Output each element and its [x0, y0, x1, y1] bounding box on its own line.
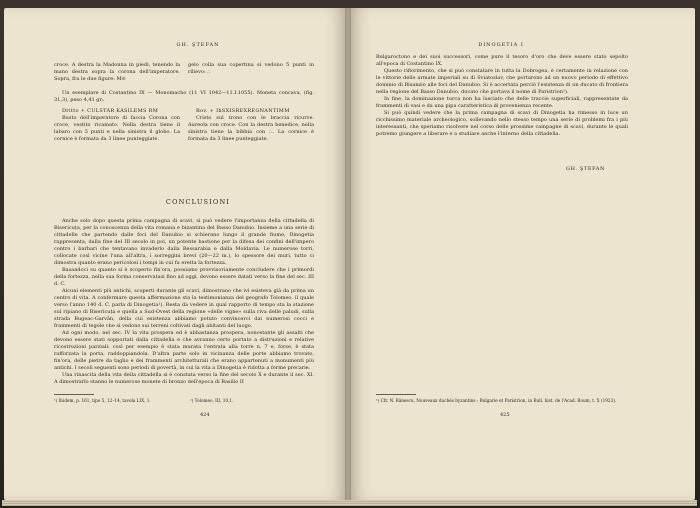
- left-page: [4, 8, 348, 500]
- footnote-1: ¹) Cfr. N. Bănescu, Nouveaux duchés byzantins : Bulgarie et Paristrion, in Bull. hist. de l'Acad. Roum, t. X (1923).: [376, 398, 617, 403]
- page-edges-left: [2, 500, 348, 506]
- coin-line: Un esemplare di Costantino IX — Monomacho (11 VI 1042—11.I.1055). Moneta concava, (fig. 31,3), peso 4,41 grᵢ.: [54, 90, 314, 103]
- body-paragraph: Anche solo dopo questa prima campagna di scavi, si può vedere l'importanza della cittadella di Bisericuța, per la conoscenza della vita romana e bizantina del Basso Danubio. Insieme a una serie di cittadelle che partendo dalle foci del Danubio si schierano lungo il grande fiume, Dinogetia rappresenta, dalla fine del III secolo in poi, un potente bastione per la difesa dei confini dell'impero contro i barbari che tentavano invaderlo dalla Bessarabia e dalla Moldavia. Le numerose torri, collocate così vicine l'una all'altra, i sorreggini brevi (20—22 m.), lo spessore dei muri, tutto ci dimostra quanto erano pericolosi i tempi in cui fu eretta la fortezza.: [54, 218, 314, 266]
- body-paragraph: Ad ogni modo, nel sec. IV la vita prospera ed è abbastanza prospera, nonostante gli assalti che devono essere stati sopportati dalla cittadella e che avranno certo portato a distruzioni e relative ricostruzioni parziali: così per esempio è stata murata l'entrata alla torre n. 7 e, forse, è stata rafforzata la porta, raddoppiandola. D'altra parte solo in vicinanza delle porte abbiamo trovato, fin'ora, delle pietre da taglio e dei frammenti architetturali che erano appartenuti a monumenti più antichi. I secoli seguenti sono periodi di povertà, in cui la vita a Dinogetia è ridotta a forme precarie.: [54, 330, 314, 371]
- page-number-right: 425: [500, 412, 510, 418]
- obverse-text: Busto dell'imperatore di faccia Corona con croce, vestito ricamato. Nella destra tiene il labaro con 5 punti e nella sinistra il globo. La cornice è formata da 3 linee punteggiate.: [54, 115, 180, 142]
- body-paragraph: Una rinascita della vita della cittadella si è constata verso la fine del secolo X e durante il sec. XI. A dimostrarlo stanno le numerose monete di bronzo dell'epoca di Basilio II: [54, 372, 314, 385]
- intro-column-1: [54, 62, 180, 83]
- page-number-left: 424: [200, 412, 210, 418]
- body-paragraph: Si può quindi vedere che la prima campagna di scavi di Dinogetia ha rimesso in luce un ricchissimo materiale archeologico, sollevando nello stesso tempo una serie di problemi fra i più interessanti, che speriamo risolvere nel corso delle prossime campagne di scavi, durante le quali potremo giungere a liberare e a studiare anche l'interno della cittadella.: [376, 110, 628, 137]
- author-signature: GH. ŞTEFAN: [566, 166, 605, 172]
- body-paragraph: Basandoci su quanto si è scoperto fin'ora, possiamo provvisoriamente concludere che i primordi della fortezza, nella sua forma conservatasi fino ad oggi, devono essere datati verso la fine del sec. III d. C.: [54, 267, 314, 287]
- continuation-body: [376, 54, 628, 138]
- footnote-1: ¹) Ibidem, p. 161, tipo 5, 12–14, tavola LIX, 1.: [54, 398, 151, 403]
- footnote-rule: [54, 394, 94, 395]
- body-paragraph: In fine, la dominazione turca non ha lasciato che delle traccie superficiali, rappresentate da frammenti di vasi e da una pipa caratteristica di provenienza recente.: [376, 96, 628, 109]
- obverse-column: [54, 108, 180, 143]
- reverse-text: Cristo sul trono con le braccia ricurve. Aureola con croce. Con la destra benedice, nella sinistra tiene la bibbia con ∴. La cornice è formata da 3 linee punteggiate.: [188, 115, 314, 142]
- intro-column-2: [188, 62, 314, 76]
- conclusions-body: [54, 218, 314, 386]
- running-head-left: GH. ŞTEFAN: [176, 42, 220, 48]
- body-paragraph: Bulgaroctono e dei suoi successori, come pure il tesoro d'oro che deve essere stato sepolto all'epoca di Costantino IX.: [376, 54, 628, 67]
- text-paragraph: croce. A destra la Madonna in piedi, tenendo la mano destra sopra la corona dell'imperatore. Sopra, fra le due figure: M⊙: [54, 62, 180, 82]
- body-paragraph: Alcuni elementi più antichi, scoperti durante gli scavi, dimostrano che ivi esisteva già da prima un centro di vita. A confermare questa affermazione sta la testimonianza del geografo Tolomeo, il quale verso l'anno 140 d. C. parla di Dinogetia¹). Resta da vedere in qual rapporto di tempo sta la stazione sul ripiano di Bisericuța e quella a Sud-Ovest della regione «delle vigne» sulla riva delle paludi, sulla strada Bugeac-Garvăn, della cui esistenza abbiamo potuto convincerci dai numerosi cocci e frammenti di tegole che si vedono sui terreni coltivati dagli abitanti del luogo.: [54, 288, 314, 329]
- text-paragraph: gelo colla sua copertina si vedono 5 punti in rilievo: ∴: [188, 62, 314, 75]
- section-heading: CONCLUSIONI: [165, 198, 231, 206]
- running-head-right: DINOGETIA I: [478, 42, 524, 48]
- coin-description: [54, 90, 314, 104]
- reverse-column: [188, 108, 314, 143]
- body-paragraph: Questo rifiorimento, che si può constatare in tutta la Dobrogea, è certamente in relazione con le vittorie delle armate imperiali su di Sviatoslav, che portarono ad un nuovo periodo di effettivo dominio di Bisanzio alle foci del Danubio. Si è accertata perciò l'esistenza di un ducato di frontiera nella regione del Basso Danubio, ducato che portava il nome di Paristrion¹).: [376, 68, 628, 95]
- page-edges-right: [348, 500, 697, 506]
- obverse-legend: Dritto + CULSTAR KASILEMS RM: [62, 108, 159, 114]
- footnote-2: ²) Tolomeo, III, 10,1.: [190, 398, 234, 403]
- footnote-rule: [376, 394, 416, 395]
- book-gutter: [345, 8, 351, 500]
- reverse-legend: Rov. + IhSXISREXREGNANTIMM: [196, 108, 290, 114]
- right-page: [348, 8, 695, 500]
